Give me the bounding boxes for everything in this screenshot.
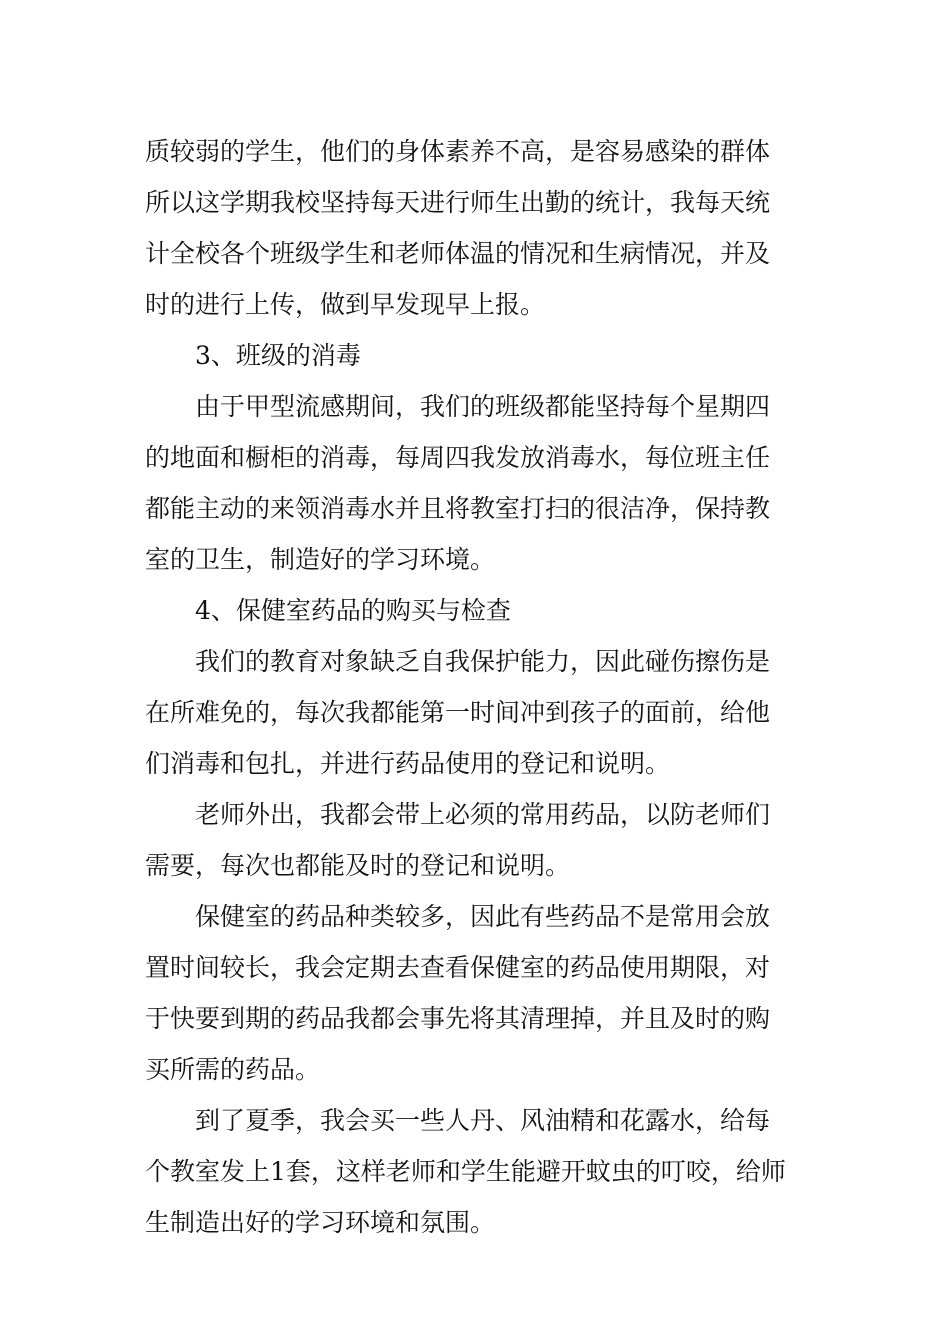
- text-line: 于快要到期的药品我都会事先将其清理掉，并且及时的购: [145, 1004, 771, 1033]
- text-line: 3、班级的消毒: [195, 341, 361, 370]
- text-line: 计全校各个班级学生和老师体温的情况和生病情况，并及: [145, 239, 771, 268]
- text-line: 室的卫生，制造好的学习环境。: [145, 545, 496, 574]
- text-line: 保健室的药品种类较多，因此有些药品不是常用会放: [195, 902, 771, 931]
- text-line: 我们的教育对象缺乏自我保护能力，因此碰伤擦伤是: [195, 647, 771, 676]
- text-line: 个教室发上1套，这样老师和学生能避开蚊虫的叮咬，给师: [145, 1157, 786, 1186]
- document-body: [145, 126, 807, 1248]
- text-line: 质较弱的学生，他们的身体素养不高，是容易感染的群体: [145, 137, 771, 166]
- text-line: 由于甲型流感期间，我们的班级都能坚持每个星期四: [195, 392, 771, 421]
- text-line: 买所需的药品。: [145, 1055, 321, 1084]
- text-line: 需要，每次也都能及时的登记和说明。: [145, 851, 571, 880]
- text-line: 所以这学期我校坚持每天进行师生出勤的统计，我每天统: [145, 188, 771, 217]
- text-line: 时的进行上传，做到早发现早上报。: [145, 290, 546, 319]
- text-line: 老师外出，我都会带上必须的常用药品，以防老师们: [195, 800, 771, 829]
- text-line: 的地面和橱柜的消毒，每周四我发放消毒水，每位班主任: [145, 443, 771, 472]
- text-line: 都能主动的来领消毒水并且将教室打扫的很洁净，保持教: [145, 494, 771, 523]
- text-line: 们消毒和包扎，并进行药品使用的登记和说明。: [145, 749, 671, 778]
- text-line: 4、保健室药品的购买与检查: [195, 596, 511, 625]
- text-line: 置时间较长，我会定期去查看保健室的药品使用期限，对: [145, 953, 771, 982]
- text-line: 在所难免的，每次我都能第一时间冲到孩子的面前，给他: [145, 698, 771, 727]
- text-line: 到了夏季，我会买一些人丹、风油精和花露水，给每: [195, 1106, 771, 1135]
- text-line: 生制造出好的学习环境和氛围。: [145, 1208, 496, 1237]
